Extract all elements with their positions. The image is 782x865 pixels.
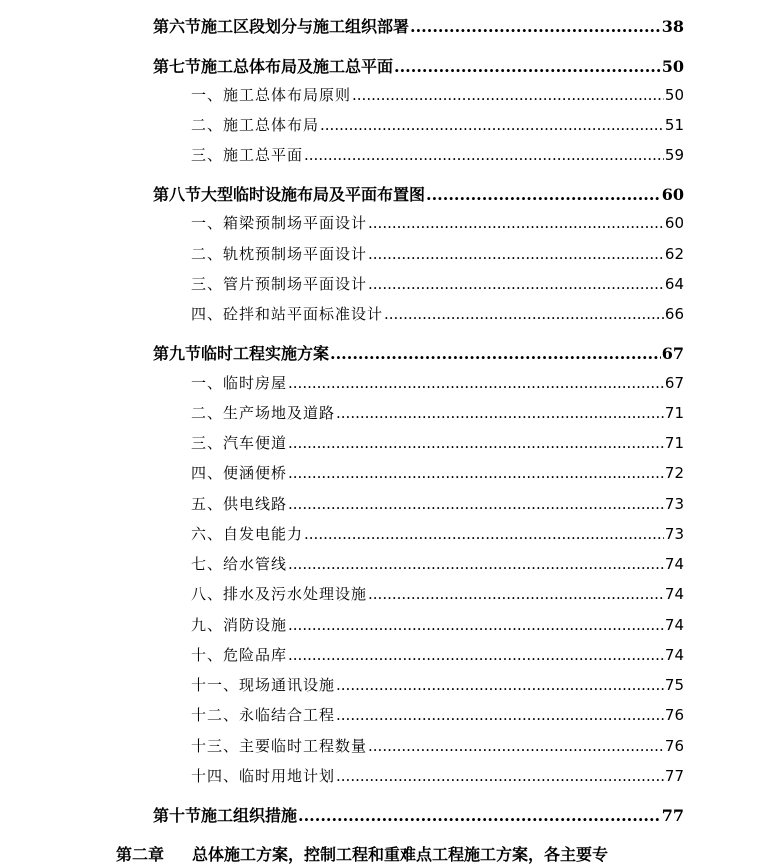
item-title: 十、危险品库 [191,646,288,664]
toc-chapter-2[interactable] [116,842,686,865]
item-title: 三、汽车便道 [191,434,288,452]
dot-leader [288,464,664,482]
dot-leader [368,737,664,755]
page-number: 71 [664,434,684,452]
chapter-number: 第二章 [116,845,165,864]
item-title: 八、排水及污水处理设施 [191,585,368,603]
item-title: 十一、现场通讯设施 [191,676,336,694]
section-number: 第七节 [153,57,202,76]
dot-leader [410,17,661,36]
dot-leader [288,434,664,452]
item-title: 十三、主要临时工程数量 [191,737,368,755]
dot-leader [288,374,664,392]
dot-leader [304,146,664,164]
page-number: 67 [664,374,684,392]
dot-leader [368,245,664,263]
page-number: 71 [664,404,684,422]
page-number: 76 [664,737,684,755]
page-number: 50 [664,86,684,104]
item-title: 十四、临时用地计划 [191,767,336,785]
item-title: 一、施工总体布局原则 [191,86,352,104]
section-number: 第十节 [153,806,202,825]
toc-item[interactable] [191,462,684,483]
dot-leader [288,616,664,634]
section-title: 大型临时设施布局及平面布置图 [201,185,426,204]
page-number: 74 [664,646,684,664]
page-number: 60 [664,214,684,232]
toc-item[interactable] [191,303,684,324]
item-title: 二、轨枕预制场平面设计 [191,245,368,263]
item-title: 一、箱梁预制场平面设计 [191,214,368,232]
item-title: 二、生产场地及道路 [191,404,336,422]
page-number: 77 [661,806,684,825]
dot-leader [288,495,664,513]
page-number: 74 [664,555,684,573]
item-title: 四、砼拌和站平面标准设计 [191,305,384,323]
section-title: 临时工程实施方案 [201,344,330,363]
item-title: 三、管片预制场平面设计 [191,275,368,293]
page-number: 51 [664,116,684,134]
page-number: 59 [664,146,684,164]
toc-section-6[interactable] [153,14,684,37]
toc-item[interactable] [191,144,684,165]
page-number: 67 [661,344,684,363]
dot-leader [336,676,664,694]
item-title: 三、施工总平面 [191,146,304,164]
section-number: 第八节 [153,185,202,204]
item-title: 二、施工总体布局 [191,116,320,134]
section-number: 第九节 [153,344,202,363]
dot-leader [336,767,664,785]
page-number: 73 [664,495,684,513]
page-number: 74 [664,585,684,603]
dot-leader [394,57,661,76]
toc-item[interactable] [191,553,684,574]
chapter-title: 总体施工方案，控制工程和重难点工程施工方案，各主要专 [192,845,609,864]
section-number: 第六节 [153,17,202,36]
section-title: 施工组织措施 [201,806,298,825]
page-number: 60 [661,185,684,204]
toc-item[interactable] [191,372,684,393]
item-title: 七、给水管线 [191,555,288,573]
dot-leader [336,706,664,724]
item-title: 四、便涵便桥 [191,464,288,482]
toc-item[interactable] [191,273,684,294]
page-number: 72 [664,464,684,482]
toc-item[interactable] [191,432,684,453]
dot-leader [352,86,664,104]
item-title: 九、消防设施 [191,616,288,634]
page-number: 74 [664,616,684,634]
dot-leader [288,555,664,573]
toc-item[interactable] [191,84,684,105]
item-title: 六、自发电能力 [191,525,304,543]
toc-item[interactable] [191,493,684,514]
toc-item[interactable] [191,644,684,665]
toc-item[interactable] [191,704,684,725]
toc-section-7[interactable] [153,54,684,77]
dot-leader [288,646,664,664]
page-number: 75 [664,676,684,694]
dot-leader [368,275,664,293]
page-number: 73 [664,525,684,543]
page-number: 50 [661,57,684,76]
dot-leader [368,214,664,232]
page-number: 64 [664,275,684,293]
toc-item[interactable] [191,674,684,695]
toc-item[interactable] [191,114,684,135]
dot-leader [426,185,661,204]
page-number: 62 [664,245,684,263]
section-title: 施工区段划分与施工组织部署 [201,17,410,36]
dot-leader [298,806,661,825]
toc-section-10[interactable] [153,803,684,826]
toc-item[interactable] [191,212,684,233]
item-title: 一、临时房屋 [191,374,288,392]
toc-item[interactable] [191,402,684,423]
toc-item[interactable] [191,523,684,544]
toc-section-8[interactable] [153,182,684,205]
item-title: 五、供电线路 [191,495,288,513]
toc-section-9[interactable] [153,341,684,364]
toc-item[interactable] [191,614,684,635]
item-title: 十二、永临结合工程 [191,706,336,724]
page-number: 76 [664,706,684,724]
dot-leader [368,585,664,603]
dot-leader [320,116,664,134]
page-number: 38 [661,17,684,36]
page-number: 66 [664,305,684,323]
toc-item[interactable] [191,765,684,786]
toc-item[interactable] [191,735,684,756]
dot-leader [336,404,664,422]
dot-leader [330,344,661,363]
section-title: 施工总体布局及施工总平面 [201,57,394,76]
page-number: 77 [664,767,684,785]
toc-item[interactable] [191,583,684,604]
dot-leader [304,525,664,543]
dot-leader [384,305,664,323]
toc-item[interactable] [191,243,684,264]
